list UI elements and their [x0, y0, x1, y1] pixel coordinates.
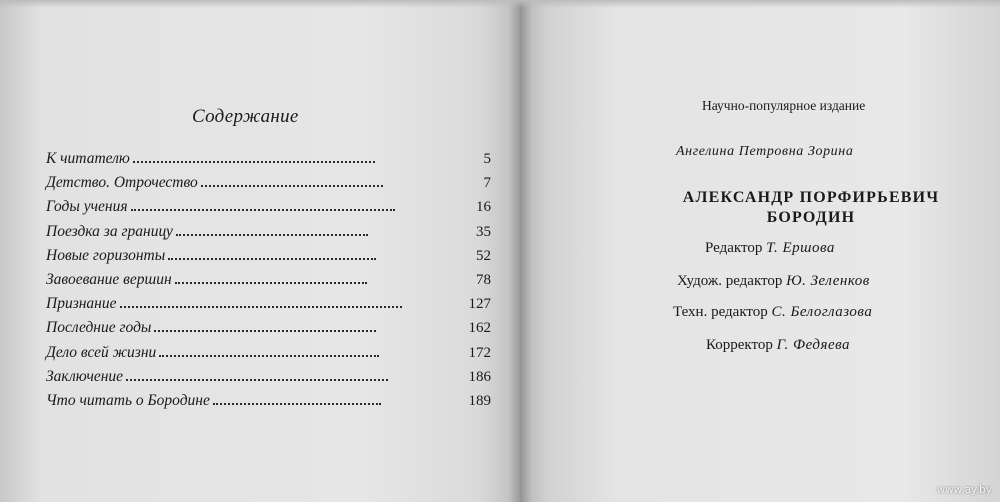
credit-role: Корректор: [706, 337, 773, 353]
credit-name: Ю. Зеленков: [786, 273, 870, 289]
credit-line: [706, 337, 850, 354]
toc-entry-title: Новые горизонты: [46, 246, 166, 264]
toc-entry-page: 172: [468, 344, 491, 361]
credit-line: [705, 240, 835, 257]
toc-entry-title: Что читать о Бородине: [46, 391, 210, 409]
toc-entry: [46, 368, 491, 392]
book-gutter: [508, 0, 532, 502]
toc-leader-dots: [133, 161, 375, 163]
credit-name: Г. Федяева: [776, 337, 851, 353]
toc-entry: [46, 271, 491, 295]
toc-entry-title: Годы учения: [46, 198, 128, 216]
toc-entry-page: 162: [468, 320, 491, 337]
toc-entry: [46, 223, 491, 247]
toc-entry-page: 5: [483, 151, 491, 167]
toc-entry-page: 186: [468, 368, 491, 385]
page-top-shadow: [0, 0, 1000, 8]
toc-entry-page: 35: [476, 223, 491, 240]
toc-entry: [46, 198, 491, 222]
toc-entry-page: 127: [468, 296, 491, 313]
book-title: [673, 188, 949, 228]
toc-entry: [46, 150, 491, 174]
credit-role: Худож. редактор: [677, 273, 783, 289]
credit-name: С. Белоглазова: [771, 304, 873, 320]
toc-entry-title: Завоевание вершин: [46, 270, 172, 288]
toc-entry: [46, 247, 491, 271]
toc-leader-dots: [213, 403, 381, 405]
toc-leader-dots: [201, 185, 383, 187]
author-name: Ангелина Петровна Зорина: [676, 144, 854, 159]
toc-entry-page: 16: [476, 199, 491, 216]
toc-entry-title: Последние годы: [46, 319, 152, 337]
toc-entry-title: Дело всей жизни: [46, 343, 157, 361]
toc-entry-title: Поездка за границу: [46, 222, 173, 240]
credit-line: [677, 273, 870, 290]
toc-leader-dots: [120, 306, 402, 308]
toc-entry-page: 78: [476, 271, 491, 288]
toc-entry: [46, 295, 491, 319]
toc-entry-title: К читателю: [46, 150, 130, 167]
toc-leader-dots: [131, 209, 395, 211]
credit-role: Редактор: [705, 240, 763, 256]
toc-leader-dots: [175, 282, 367, 284]
watermark: www.ay.by: [936, 484, 992, 496]
toc-entry-page: 52: [476, 247, 491, 264]
toc-heading: Содержание: [192, 106, 299, 127]
toc-entry-title: Заключение: [46, 367, 124, 385]
table-of-contents: [46, 150, 491, 416]
toc-leader-dots: [154, 330, 376, 332]
toc-leader-dots: [168, 258, 376, 260]
toc-entry-title: Признание: [46, 295, 117, 313]
toc-leader-dots: [176, 234, 368, 236]
book-title-line: АЛЕКСАНДР ПОРФИРЬЕВИЧ: [682, 189, 940, 206]
toc-leader-dots: [159, 355, 379, 357]
credit-line: [673, 304, 872, 321]
toc-leader-dots: [126, 379, 388, 381]
credit-role: Техн. редактор: [673, 304, 768, 320]
toc-entry: [46, 392, 491, 416]
publication-type: Научно-популярное издание: [702, 98, 866, 113]
credit-name: Т. Ершова: [766, 240, 835, 256]
toc-entry-page: 7: [483, 175, 491, 192]
toc-entry: [46, 319, 491, 343]
toc-entry: [46, 344, 491, 368]
toc-entry-page: 189: [468, 392, 491, 409]
book-title-line: БОРОДИН: [766, 209, 856, 226]
toc-entry: [46, 174, 491, 198]
toc-entry-title: Детство. Отрочество: [46, 174, 198, 192]
